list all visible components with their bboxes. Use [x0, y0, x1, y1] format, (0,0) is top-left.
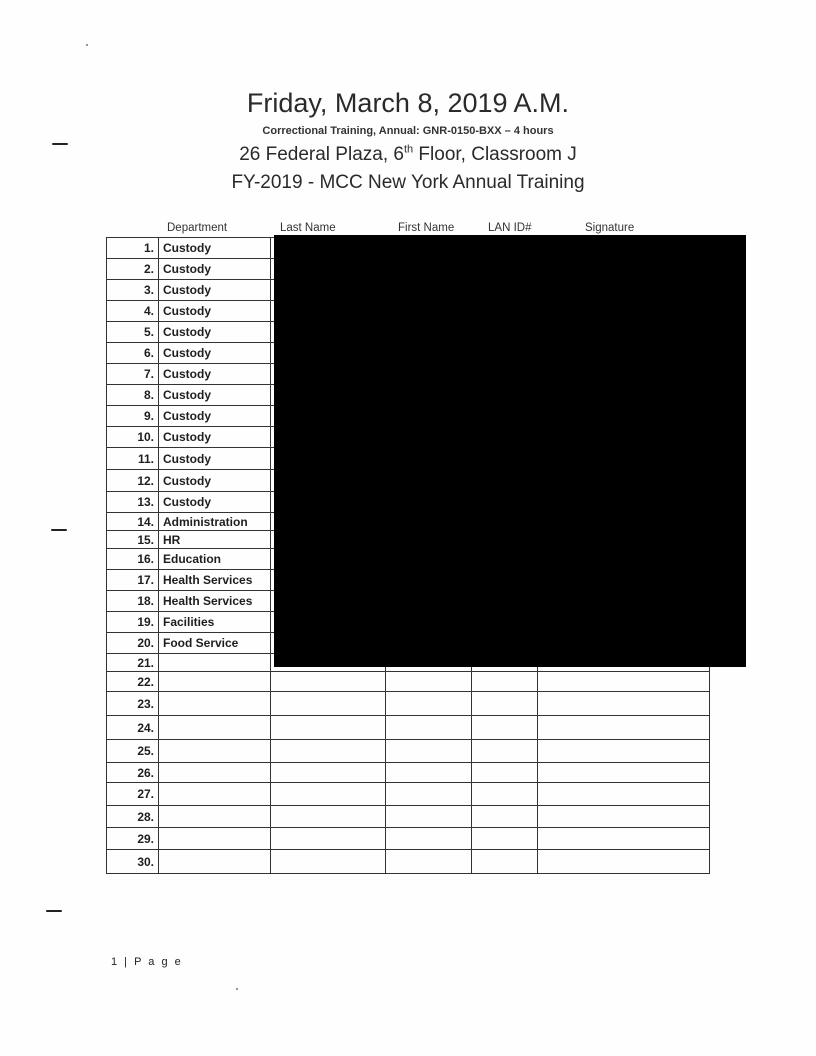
row-number: 24. — [107, 716, 159, 740]
row-number: 29. — [107, 828, 159, 850]
department-cell — [159, 763, 271, 783]
department-cell: HR — [159, 531, 271, 549]
location-text: 26 Federal Plaza, 6 — [239, 144, 404, 165]
table-row — [107, 692, 710, 716]
scan-speck — [86, 44, 88, 46]
signature-cell — [538, 692, 710, 716]
department-cell: Health Services — [159, 591, 271, 612]
department-cell — [159, 672, 271, 692]
table-row — [107, 763, 710, 783]
ordinal-suffix: th — [403, 143, 414, 156]
department-cell — [159, 850, 271, 874]
row-number: 21. — [107, 654, 159, 672]
department-cell — [159, 740, 271, 763]
lan-id-cell — [472, 828, 538, 850]
table-row — [107, 783, 710, 806]
page-number: 1 | P a g e — [111, 956, 183, 968]
last-name-cell — [271, 692, 386, 716]
row-number: 25. — [107, 740, 159, 763]
department-cell: Custody — [159, 280, 271, 301]
row-number: 19. — [107, 612, 159, 633]
signature-cell — [538, 806, 710, 828]
department-cell: Custody — [159, 448, 271, 470]
department-cell — [159, 716, 271, 740]
department-cell — [159, 828, 271, 850]
first-name-cell — [386, 716, 472, 740]
row-number: 4. — [107, 301, 159, 322]
row-number: 15. — [107, 531, 159, 549]
row-number: 7. — [107, 364, 159, 385]
department-cell — [159, 654, 271, 672]
lan-id-cell — [472, 806, 538, 828]
table-row — [107, 740, 710, 763]
department-cell: Custody — [159, 343, 271, 364]
first-name-cell — [386, 850, 472, 874]
department-cell: Custody — [159, 364, 271, 385]
signature-cell — [538, 763, 710, 783]
last-name-cell — [271, 763, 386, 783]
signature-cell — [538, 828, 710, 850]
scan-speck — [236, 988, 238, 990]
row-number: 18. — [107, 591, 159, 612]
row-number: 27. — [107, 783, 159, 806]
signature-cell — [538, 716, 710, 740]
location-line — [0, 144, 816, 166]
last-name-cell — [271, 806, 386, 828]
row-number: 26. — [107, 763, 159, 783]
first-name-cell — [386, 783, 472, 806]
first-name-cell — [386, 692, 472, 716]
row-number: 28. — [107, 806, 159, 828]
row-number: 6. — [107, 343, 159, 364]
department-cell: Custody — [159, 238, 271, 259]
signature-cell — [538, 672, 710, 692]
department-cell: Facilities — [159, 612, 271, 633]
last-name-cell — [271, 672, 386, 692]
row-number: 10. — [107, 427, 159, 448]
location-text-end: Floor, Classroom J — [413, 144, 577, 165]
program-line: FY-2019 - MCC New York Annual Training — [231, 172, 585, 193]
last-name-cell — [271, 850, 386, 874]
course-line: Correctional Training, Annual: GNR-0150-BXX – 4 hours — [262, 125, 554, 137]
first-name-cell — [386, 828, 472, 850]
row-number: 13. — [107, 492, 159, 513]
department-cell: Food Service — [159, 633, 271, 654]
table-row — [107, 850, 710, 874]
scan-edge-mark — [51, 529, 67, 531]
row-number: 22. — [107, 672, 159, 692]
first-name-cell — [386, 740, 472, 763]
department-cell — [159, 692, 271, 716]
row-number: 17. — [107, 570, 159, 591]
row-number: 20. — [107, 633, 159, 654]
department-cell: Custody — [159, 406, 271, 427]
lan-id-cell — [472, 672, 538, 692]
department-cell: Health Services — [159, 570, 271, 591]
signature-cell — [538, 740, 710, 763]
last-name-cell — [271, 828, 386, 850]
row-number: 11. — [107, 448, 159, 470]
first-name-cell — [386, 763, 472, 783]
last-name-cell — [271, 783, 386, 806]
lan-id-cell — [472, 763, 538, 783]
signature-cell — [538, 783, 710, 806]
department-cell: Custody — [159, 492, 271, 513]
row-number: 8. — [107, 385, 159, 406]
row-number: 30. — [107, 850, 159, 874]
signature-cell — [538, 850, 710, 874]
last-name-cell — [271, 716, 386, 740]
row-number: 12. — [107, 470, 159, 492]
row-number: 5. — [107, 322, 159, 343]
row-number: 2. — [107, 259, 159, 280]
table-row — [107, 672, 710, 692]
row-number: 23. — [107, 692, 159, 716]
last-name-cell — [271, 740, 386, 763]
row-number: 3. — [107, 280, 159, 301]
department-cell — [159, 806, 271, 828]
page-title: Friday, March 8, 2019 A.M. — [246, 88, 570, 118]
column-header-first-name: First Name — [398, 222, 455, 234]
department-cell: Custody — [159, 470, 271, 492]
first-name-cell — [386, 806, 472, 828]
scan-edge-mark — [46, 910, 62, 912]
column-header-department: Department — [167, 222, 228, 234]
first-name-cell — [386, 672, 472, 692]
department-cell: Custody — [159, 385, 271, 406]
department-cell: Education — [159, 549, 271, 570]
row-number: 9. — [107, 406, 159, 427]
table-row — [107, 828, 710, 850]
row-number: 16. — [107, 549, 159, 570]
department-cell: Custody — [159, 301, 271, 322]
department-cell: Administration — [159, 513, 271, 531]
column-header-lan-id: LAN ID# — [488, 222, 532, 234]
lan-id-cell — [472, 740, 538, 763]
row-number: 1. — [107, 238, 159, 259]
department-cell — [159, 783, 271, 806]
table-row — [107, 716, 710, 740]
redaction-block — [274, 235, 746, 667]
row-number: 14. — [107, 513, 159, 531]
lan-id-cell — [472, 850, 538, 874]
column-header-signature: Signature — [585, 222, 635, 234]
lan-id-cell — [472, 716, 538, 740]
column-header-last-name: Last Name — [280, 222, 336, 234]
department-cell: Custody — [159, 427, 271, 448]
department-cell: Custody — [159, 259, 271, 280]
department-cell: Custody — [159, 322, 271, 343]
table-row — [107, 806, 710, 828]
lan-id-cell — [472, 783, 538, 806]
lan-id-cell — [472, 692, 538, 716]
